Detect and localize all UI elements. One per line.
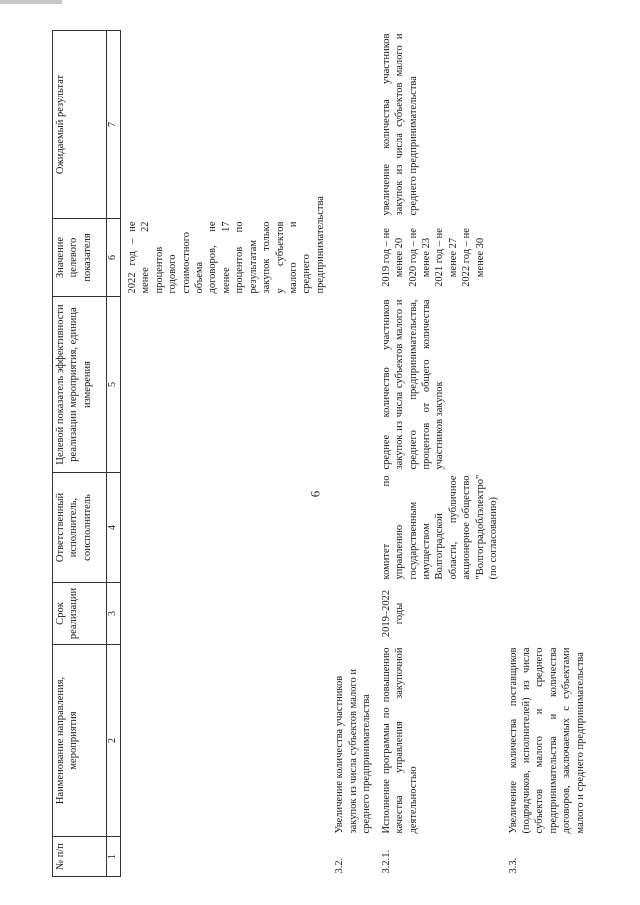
measures-table xyxy=(52,30,588,877)
column-number-row xyxy=(107,31,121,877)
value-line: 2021 год – не менее 27 xyxy=(434,228,459,287)
value-line: 2019 год – не менее 20 xyxy=(380,228,406,287)
row-result xyxy=(502,31,589,219)
table-row xyxy=(375,31,502,877)
row-indicator xyxy=(328,297,374,473)
header-executor: Ответственный исполнитель, соисполнитель xyxy=(53,473,107,583)
value-line: 2020 год – не менее 23 xyxy=(407,228,432,287)
row-number: 3.2.1. xyxy=(380,849,392,874)
rotated-table-wrapper xyxy=(52,17,612,877)
row-name: Увеличение количества участников закупок из числа субъектов малого и среднего предпринимательства xyxy=(334,669,373,834)
row-term xyxy=(120,583,328,645)
row-indicator xyxy=(120,297,328,473)
row-name: Увеличение количества поставщиков (подрядчиков, исполнителей) из числа субъектов малого и среднего предпринимательства и количества договоров, заключаемых с субъектами малого и среднего предпринимательства xyxy=(507,647,586,834)
row-term xyxy=(328,583,374,645)
header-result: Ожидаемый результат xyxy=(53,31,107,219)
column-number: 1 xyxy=(107,837,121,877)
header-name: Наименование направления, мероприятия xyxy=(53,645,107,837)
row-executor xyxy=(502,473,589,583)
scan-edge-line xyxy=(0,0,62,4)
row-term xyxy=(502,583,589,645)
table-row xyxy=(120,31,328,877)
value-line: 2022 год – не менее 30 xyxy=(461,228,486,287)
row-number xyxy=(120,837,328,877)
row-result xyxy=(328,31,374,219)
row-result: увеличение количества участников закупок из числа субъектов малого и среднего предпринимательства xyxy=(380,33,419,216)
table-row xyxy=(328,31,374,877)
row-indicator: среднее количество участников закупок из числа субъектов малого и среднего предпринимательства, процентов от общего количества участников закупок xyxy=(380,299,446,470)
table-row xyxy=(502,31,589,877)
header-value: Значение целевого показателя xyxy=(53,219,107,297)
column-number: 3 xyxy=(107,583,121,645)
row-number: 3.2. xyxy=(334,857,346,874)
header-number: № п/п xyxy=(53,837,107,877)
column-number: 7 xyxy=(107,31,121,219)
header-indicator: Целевой показатель эффективности реализации мероприятия, единица измерения xyxy=(53,297,107,473)
row-executor xyxy=(120,473,328,583)
row-name: Исполнение программы по повышению качества управления закупочной деятельностью xyxy=(380,647,419,834)
header-term: Срок реализации xyxy=(53,583,107,645)
row-executor: комитет по управлению государственным имуществом Волгоградской области, публичное акционерное общество "Волгоградоблэлектро" (по согласованию) xyxy=(380,474,500,580)
row-term: 2019–2022 годы xyxy=(380,589,406,638)
column-number: 5 xyxy=(107,297,121,473)
row-name xyxy=(120,645,328,837)
row-number: 3.3. xyxy=(507,857,519,874)
row-executor xyxy=(328,473,374,583)
column-number: 4 xyxy=(107,473,121,583)
row-value xyxy=(375,219,502,297)
row-result xyxy=(120,31,328,219)
column-number: 6 xyxy=(107,219,121,297)
header-row xyxy=(53,31,107,877)
row-value xyxy=(328,219,374,297)
column-number: 2 xyxy=(107,645,121,837)
row-value: 2022 год – не менее 22 процентов годового стоимостного объема договоров, не менее 17 процентов по результатам закупок только у субъектов малого и среднего предпринимательства xyxy=(126,196,326,294)
row-value xyxy=(502,219,589,297)
row-indicator xyxy=(502,297,589,473)
page-number: 6 xyxy=(307,490,323,498)
